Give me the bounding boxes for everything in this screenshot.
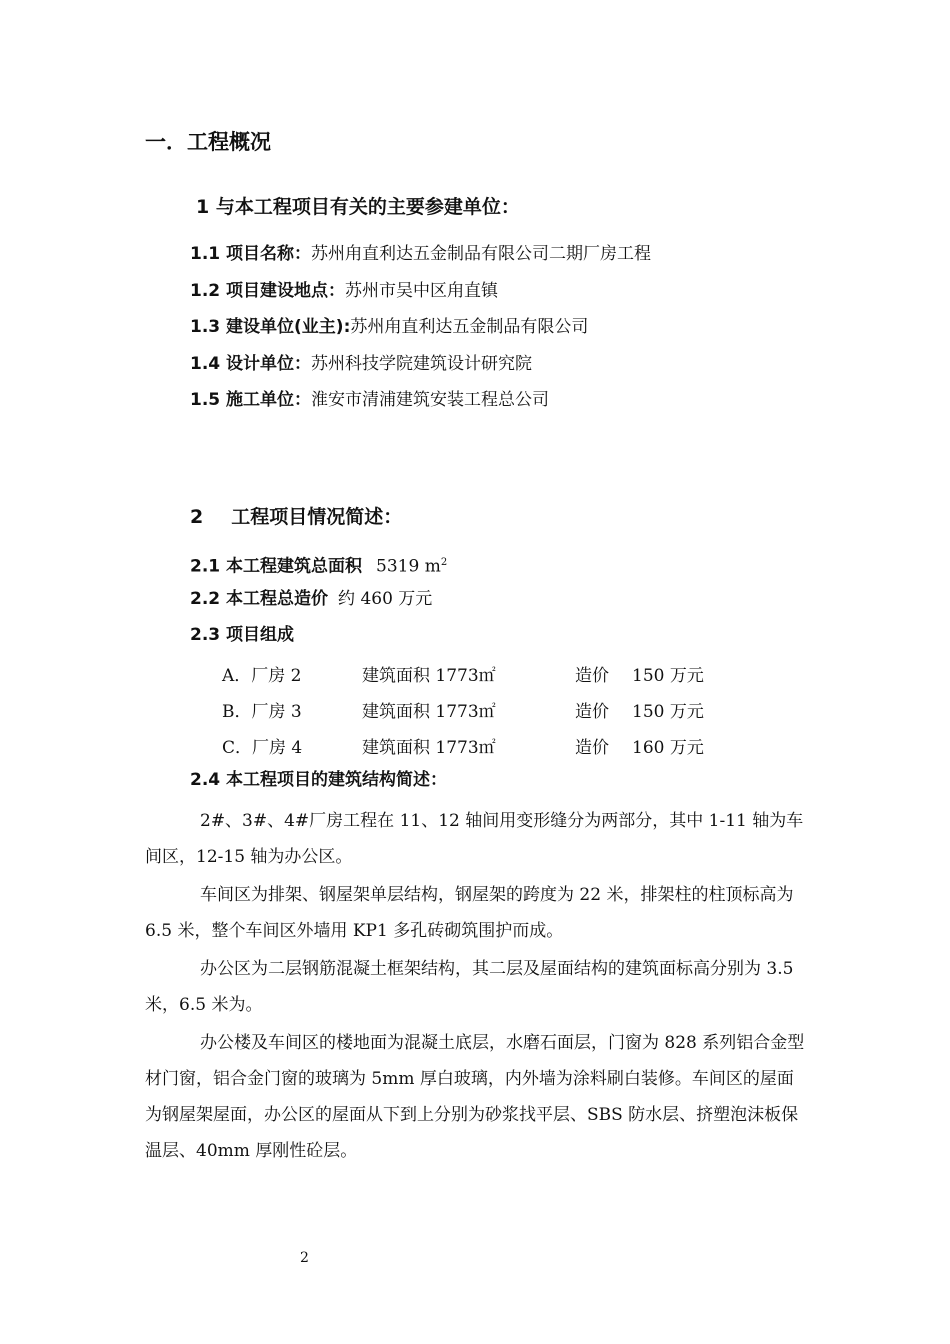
structure-line — [190, 769, 447, 791]
designer-label: 1.4 设计单位： — [190, 354, 312, 374]
section2-heading — [190, 502, 402, 529]
cost-value: 约 460 万元 — [338, 589, 433, 609]
cost-label: 造价 — [575, 702, 609, 722]
area-value: 5319 m — [376, 556, 441, 577]
designer-value: 苏州科技学院建筑设计研究院 — [311, 354, 533, 374]
section1-heading: 1 与本工程项目有关的主要参建单位： — [196, 196, 520, 218]
contractor-value: 淮安市清浦建筑安装工程总公司 — [311, 390, 550, 410]
owner-line — [190, 316, 588, 338]
cost-label: 造价 — [575, 738, 609, 758]
project-name-label: 1.1 项目名称： — [190, 244, 312, 264]
owner-label: 1.3 建设单位(业主): — [190, 317, 351, 337]
paragraph-text: 2#、3#、4#厂房工程在 11、12 轴间用变形缝分为两部分，其中 1-11 轴为车间区，12-15 轴为办公区。 — [145, 811, 804, 867]
designer-line — [190, 353, 532, 375]
cost-label: 2.2 本工程总造价 — [190, 589, 329, 609]
contractor-label: 1.5 施工单位： — [190, 390, 312, 410]
structure-paragraph — [145, 803, 810, 875]
building-name: A．厂房 2 — [222, 666, 302, 686]
structure-paragraph — [145, 1025, 810, 1169]
building-cost: 150 万元 — [632, 702, 704, 722]
area-unit-superscript: 2 — [440, 557, 448, 568]
area-label: 2.1 本工程建筑总面积 — [190, 556, 363, 577]
building-name: C．厂房 4 — [222, 738, 303, 758]
project-location-line — [190, 280, 498, 302]
chapter-heading: 一．工程概况 — [145, 130, 271, 154]
building-area: 建筑面积 1773㎡ — [362, 702, 496, 722]
project-name-line — [190, 243, 651, 265]
paragraph-text: 办公区为二层钢筋混凝土框架结构，其二层及屋面结构的建筑面标高分别为 3.5 米，6.5 米为。 — [145, 959, 794, 1015]
project-location-label: 1.2 项目建设地点： — [190, 281, 346, 301]
project-name-value: 苏州甪直利达五金制品有限公司二期厂房工程 — [311, 244, 652, 264]
area-line — [190, 552, 447, 578]
composition-label: 2.3 项目组成 — [190, 625, 295, 645]
paragraph-text: 车间区为排架、钢屋架单层结构，钢屋架的跨度为 22 米，排架柱的柱顶标高为 6.5 米，整个车间区外墙用 KP1 多孔砖砌筑围护而成。 — [145, 885, 794, 941]
building-cost: 160 万元 — [632, 738, 704, 758]
section2-number: 2 — [190, 506, 204, 528]
contractor-line — [190, 389, 549, 411]
structure-paragraph — [145, 877, 810, 949]
cost-label: 造价 — [575, 666, 609, 686]
page-number: 2 — [300, 1250, 309, 1266]
building-area: 建筑面积 1773㎡ — [362, 666, 496, 686]
project-location-value: 苏州市吴中区甪直镇 — [345, 281, 499, 301]
owner-value: 苏州甪直利达五金制品有限公司 — [350, 317, 589, 337]
structure-label: 2.4 本工程项目的建筑结构简述： — [190, 770, 448, 790]
composition-line — [190, 624, 294, 646]
building-area: 建筑面积 1773㎡ — [362, 738, 496, 758]
structure-paragraph — [145, 951, 810, 1023]
cost-line — [190, 588, 432, 610]
building-cost: 150 万元 — [632, 666, 704, 686]
paragraph-text: 办公楼及车间区的楼地面为混凝土底层，水磨石面层，门窗为 828 系列铝合金型材门窗，铝合金门窗的玻璃为 5mm 厚白玻璃，内外墙为涂料刷白装修。车间区的屋面为钢屋架屋面，办公区的屋面从下到上分别为砂浆找平层、SBS 防水层、挤塑泡沫板保温层、40mm 厚刚性砼层。 — [145, 1033, 805, 1161]
section2-title: 工程项目情况简述： — [231, 506, 403, 528]
building-name: B．厂房 3 — [222, 702, 302, 722]
